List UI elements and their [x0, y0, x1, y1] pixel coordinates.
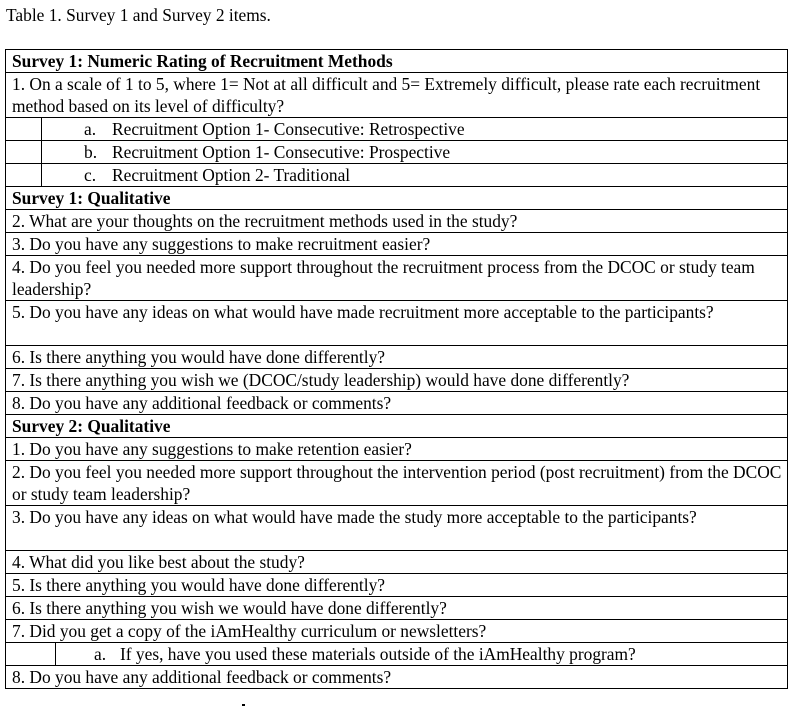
survey-items-table — [5, 49, 788, 689]
question-row: 5. Is there anything you would have done differently? — [6, 574, 788, 597]
option-letter: c. — [84, 165, 97, 185]
recruitment-option-c — [42, 164, 788, 187]
question-row: 4. Do you feel you needed more support throughout the recruitment process from the DCOC or study team leadership? — [6, 256, 788, 301]
indent-cell — [6, 141, 42, 164]
question-row: 7. Is there anything you wish we (DCOC/study leadership) would have done differently? — [6, 369, 788, 392]
question-row: 1. Do you have any suggestions to make retention easier? — [6, 438, 788, 461]
section-header-survey2-qualitative: Survey 2: Qualitative — [6, 415, 788, 438]
sub-item-letter: a. — [94, 644, 107, 664]
indent-cell — [6, 643, 56, 666]
question-row: 3. Do you have any ideas on what would have made the study more acceptable to the participants? — [6, 506, 788, 551]
text-cursor-mark — [242, 704, 245, 706]
option-letter: b. — [84, 142, 98, 162]
option-text: Recruitment Option 1- Consecutive: Prospective — [112, 142, 451, 162]
section-header-survey1-qualitative: Survey 1: Qualitative — [6, 187, 788, 210]
option-text: Recruitment Option 1- Consecutive: Retrospective — [112, 119, 465, 139]
option-text: Recruitment Option 2- Traditional — [112, 165, 351, 185]
question-row: 3. Do you have any suggestions to make recruitment easier? — [6, 233, 788, 256]
question-row: 8. Do you have any additional feedback or comments? — [6, 392, 788, 415]
indent-cell — [6, 164, 42, 187]
recruitment-option-a — [42, 118, 788, 141]
question-row: 2. Do you feel you needed more support throughout the intervention period (post recruitment) from the DCOC or study team leadership? — [6, 461, 788, 506]
table-caption: Table 1. Survey 1 and Survey 2 items. — [6, 5, 271, 25]
question-row: 8. Do you have any additional feedback or comments? — [6, 666, 788, 689]
question-row: 7. Did you get a copy of the iAmHealthy curriculum or newsletters? — [6, 620, 788, 643]
question-row: 6. Is there anything you would have done differently? — [6, 346, 788, 369]
materials-sub-question — [56, 643, 788, 666]
indent-cell — [6, 118, 42, 141]
question-row: 6. Is there anything you wish we would have done differently? — [6, 597, 788, 620]
question-row: 1. On a scale of 1 to 5, where 1= Not at all difficult and 5= Extremely difficult, please rate each recruitment method based on its level of difficulty? — [6, 73, 788, 118]
question-row: 4. What did you like best about the study? — [6, 551, 788, 574]
section-header-survey1-numeric: Survey 1: Numeric Rating of Recruitment Methods — [6, 50, 788, 73]
option-letter: a. — [84, 119, 97, 139]
recruitment-option-b — [42, 141, 788, 164]
sub-item-text: If yes, have you used these materials outside of the iAmHealthy program? — [120, 644, 636, 664]
question-row: 5. Do you have any ideas on what would have made recruitment more acceptable to the participants? — [6, 301, 788, 346]
question-row: 2. What are your thoughts on the recruitment methods used in the study? — [6, 210, 788, 233]
